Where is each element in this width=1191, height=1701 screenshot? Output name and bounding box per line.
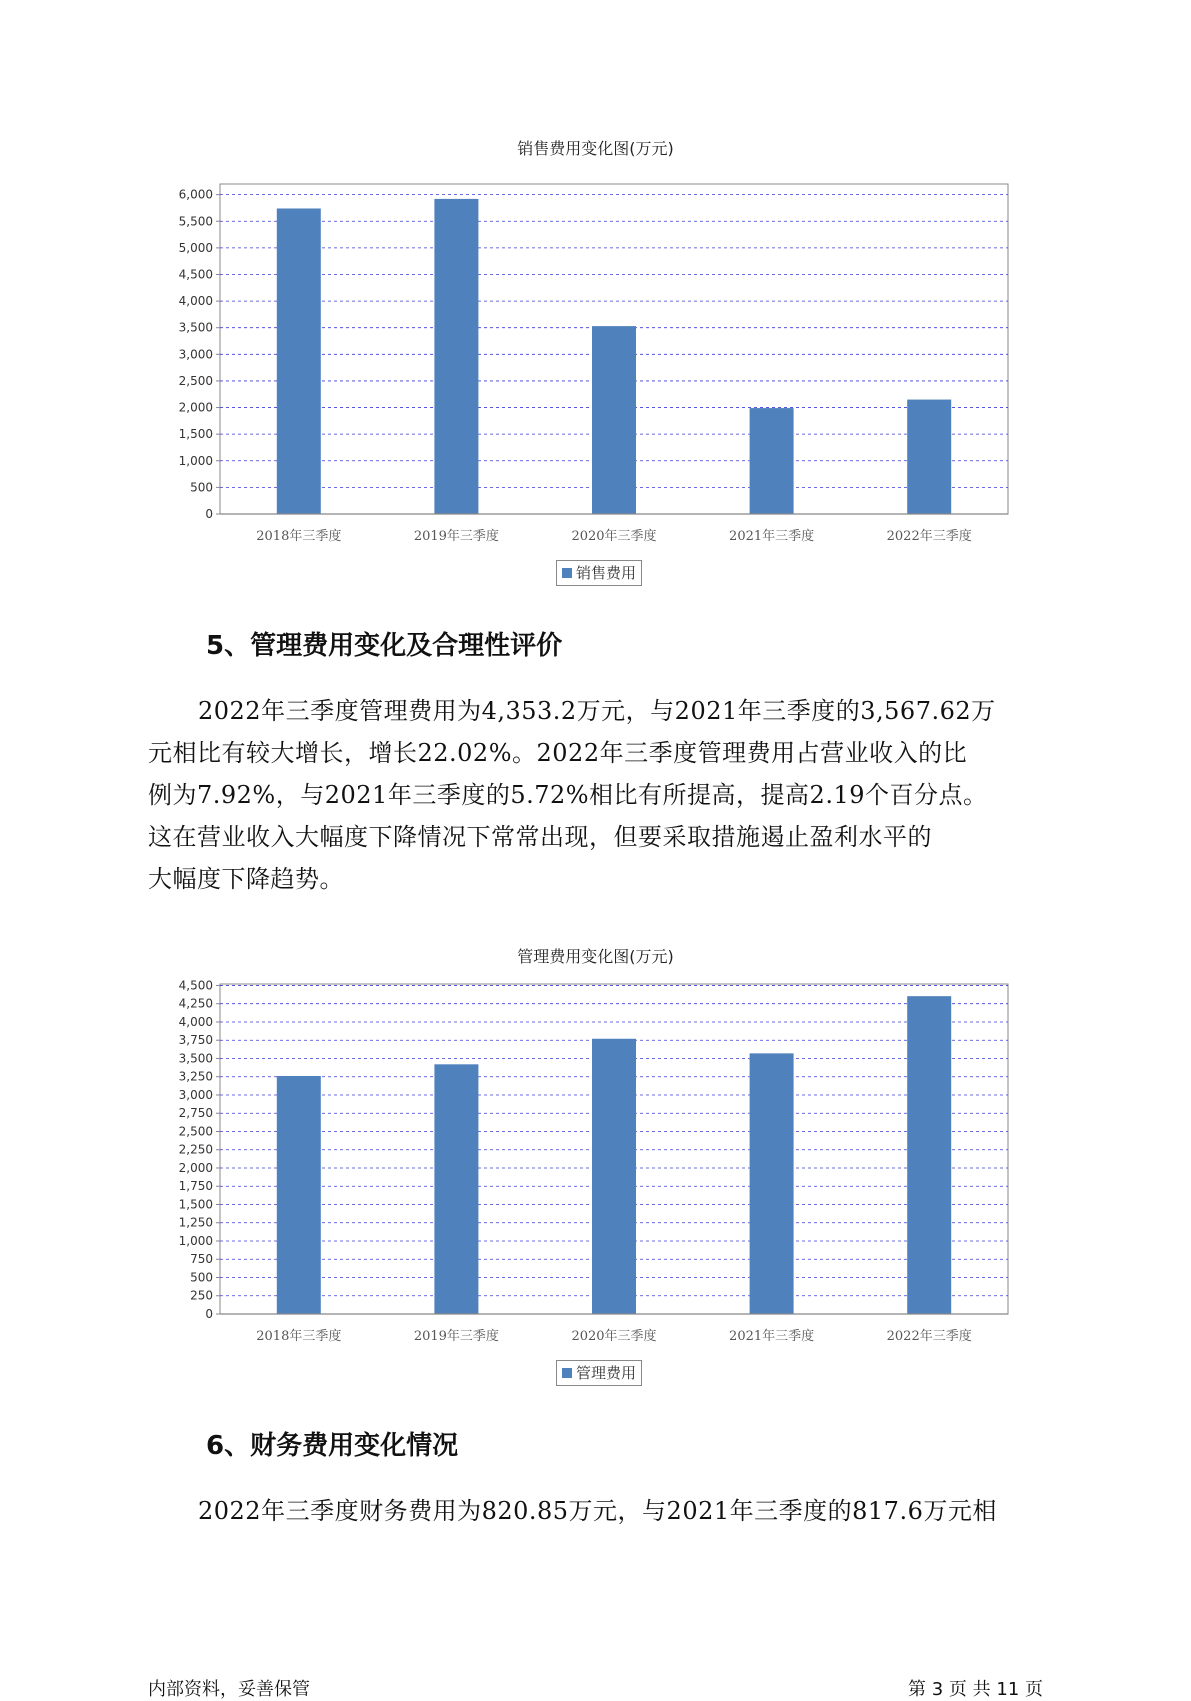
- chart2-y-tick-label: 4,500: [178, 978, 213, 993]
- chart2-bar: [434, 1064, 478, 1314]
- chart2-y-tick-label: 1,750: [178, 1179, 213, 1194]
- chart1-y-tick-label: 4,500: [178, 267, 213, 282]
- footer-confidential-note: 内部资料，妥善保管: [148, 1679, 310, 1700]
- chart1-y-tick-label: 1,000: [178, 453, 213, 468]
- chart1-y-tick-label: 0: [205, 507, 213, 521]
- chart2-bar: [592, 1039, 636, 1314]
- chart2-y-tick-label: 3,250: [178, 1069, 213, 1084]
- section5-line-1: 2022年三季度管理费用为4,353.2万元，与2021年三季度的3,567.62万: [198, 697, 996, 725]
- chart2-y-tick-label: 2,000: [178, 1160, 213, 1175]
- chart2-y-tick-label: 3,750: [178, 1033, 213, 1048]
- chart1-x-tick-label: 2020年三季度: [571, 529, 657, 544]
- chart2-y-tick-label: 2,500: [178, 1124, 213, 1139]
- chart1-y-tick-label: 6,000: [178, 187, 213, 202]
- chart2-y-tick-label: 0: [205, 1307, 213, 1321]
- section6-paragraph: [148, 1490, 1048, 1532]
- section5-line-3: 例为7.92%，与2021年三季度的5.72%相比有所提高，提高2.19个百分点。: [148, 781, 988, 809]
- chart1-bar: [434, 199, 478, 514]
- chart2-bar: [277, 1076, 321, 1314]
- chart2-x-tick-label: 2020年三季度: [571, 1329, 657, 1344]
- chart2-legend-label: 管理费用: [576, 1364, 637, 1382]
- section5-heading: 5、管理费用变化及合理性评价: [206, 631, 563, 661]
- chart1-y-tick-label: 3,000: [178, 347, 213, 362]
- chart2-x-tick-label: 2022年三季度: [886, 1329, 972, 1344]
- chart1-y-tick-label: 1,500: [178, 427, 213, 442]
- chart2-title: 管理费用变化图(万元): [517, 947, 674, 966]
- chart2-legend: [556, 1360, 642, 1386]
- chart2-y-tick-label: 500: [190, 1270, 213, 1285]
- chart1-y-tick-label: 3,500: [178, 320, 213, 335]
- chart1-y-tick-label: 5,500: [178, 214, 213, 229]
- management-expense-chart: [0, 970, 1191, 1370]
- chart1-y-tick-label: 4,000: [178, 294, 213, 309]
- chart2-y-tick-label: 1,000: [178, 1233, 213, 1248]
- chart1-bar: [750, 408, 794, 514]
- chart2-x-tick-label: 2018年三季度: [256, 1329, 342, 1344]
- chart1-x-tick-label: 2022年三季度: [886, 529, 972, 544]
- chart2-y-tick-label: 1,250: [178, 1215, 213, 1230]
- chart1-legend: [556, 560, 642, 586]
- chart1-y-tick-label: 500: [190, 480, 213, 495]
- section5-line-4: 这在营业收入大幅度下降情况下常常出现，但要采取措施遏止盈利水平的: [148, 823, 932, 851]
- chart1-y-tick-label: 2,000: [178, 400, 213, 415]
- chart2-y-tick-label: 2,250: [178, 1142, 213, 1157]
- chart1-bar: [592, 326, 636, 514]
- chart2-y-tick-label: 4,000: [178, 1014, 213, 1029]
- footer-page-number: 第 3 页 共 11 页: [908, 1679, 1043, 1700]
- chart1-y-tick-label: 5,000: [178, 240, 213, 255]
- chart1-x-tick-label: 2018年三季度: [256, 529, 342, 544]
- chart2-bar: [750, 1053, 794, 1314]
- section5-line-2: 元相比有较大增长，增长22.02%。2022年三季度管理费用占营业收入的比: [148, 739, 968, 767]
- legend-swatch: [562, 1368, 572, 1378]
- chart2-y-tick-label: 4,250: [178, 996, 213, 1011]
- chart1-y-tick-label: 2,500: [178, 373, 213, 388]
- chart2-bar: [907, 996, 951, 1314]
- chart2-y-tick-label: 250: [190, 1288, 213, 1303]
- section6-line-1: 2022年三季度财务费用为820.85万元，与2021年三季度的817.6万元相: [198, 1497, 997, 1525]
- chart2-x-tick-label: 2021年三季度: [729, 1329, 815, 1344]
- sales-expense-chart: [0, 170, 1191, 570]
- chart2-y-tick-label: 2,750: [178, 1106, 213, 1121]
- chart1-bar: [907, 400, 951, 514]
- chart1-legend-label: 销售费用: [576, 564, 637, 582]
- section6-heading: 6、财务费用变化情况: [206, 1431, 459, 1461]
- chart2-y-tick-label: 3,000: [178, 1087, 213, 1102]
- section5-line-5: 大幅度下降趋势。: [148, 865, 344, 893]
- chart2-x-tick-label: 2019年三季度: [413, 1329, 499, 1344]
- chart1-x-tick-label: 2021年三季度: [729, 529, 815, 544]
- chart1-bar: [277, 208, 321, 514]
- chart2-y-tick-label: 3,500: [178, 1051, 213, 1066]
- chart1-x-tick-label: 2019年三季度: [413, 529, 499, 544]
- chart1-title: 销售费用变化图(万元): [517, 139, 674, 158]
- section5-paragraph: [148, 690, 1048, 900]
- legend-swatch: [562, 568, 572, 578]
- chart2-y-tick-label: 1,500: [178, 1197, 213, 1212]
- chart2-y-tick-label: 750: [190, 1252, 213, 1267]
